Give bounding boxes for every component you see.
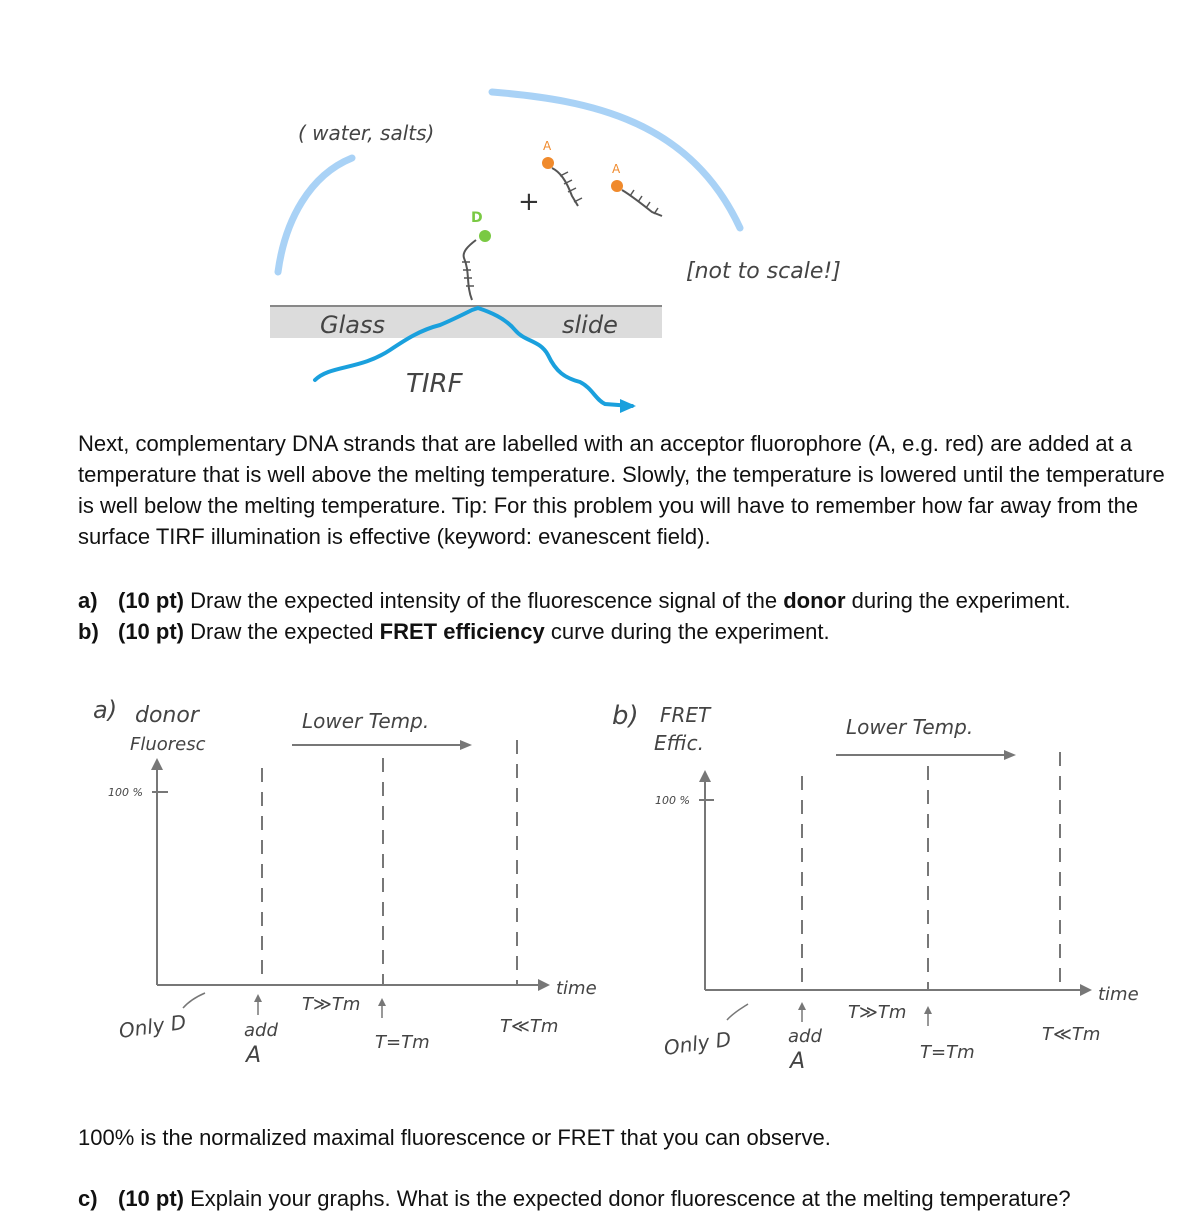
graph-a-a-letter: A (246, 1043, 262, 1068)
graph-b-teq-arrowhead (924, 1006, 932, 1014)
graph-b-ylabel-2: Effic. (654, 731, 704, 755)
graph-a-temp-arrowhead (460, 740, 472, 750)
acceptor-dna-2-ticks (630, 190, 658, 214)
laser-arrowhead (620, 399, 636, 413)
graph-b-only-d-pointer (727, 1004, 748, 1020)
graph-a-y-arrow (151, 758, 163, 770)
graph-a-add-arrowhead (254, 994, 262, 1002)
graph-b (612, 701, 1139, 1074)
question-c-text: Explain your graphs. What is the expected donor fluorescence at the melting temperature? (184, 1186, 1071, 1211)
graph-b-panel-label: b) (612, 701, 639, 731)
question-c (78, 1183, 1178, 1214)
acceptor-fluorophore-2 (611, 180, 623, 192)
graph-b-x-arrow (1080, 984, 1092, 996)
tirf-label: TIRF (406, 369, 463, 399)
question-a-text-before: Draw the expected intensity of the fluorescence signal of the (184, 588, 784, 613)
graph-a-t-gg: T≫Tm (302, 994, 361, 1015)
footnote: 100% is the normalized maximal fluorescence or FRET that you can observe. (78, 1125, 831, 1150)
graph-a-lower-temp: Lower Temp. (302, 709, 430, 733)
graph-a-panel-label: a) (93, 696, 118, 724)
graph-a-only-d: Only D (117, 1009, 188, 1043)
water-label: ( water, salts) (298, 121, 435, 145)
graph-a-xlabel: time (556, 978, 597, 999)
graph-b-only-d: Only D (662, 1026, 733, 1060)
question-b-bold: FRET efficiency (379, 619, 545, 644)
water-arc-left (278, 158, 352, 272)
question-a (78, 585, 1178, 616)
tirf-diagram (270, 92, 841, 413)
glass-label: Glass (320, 311, 385, 339)
intro-paragraph: Next, complementary DNA strands that are labelled with an acceptor fluorophore (A, e.g. red) are added at a temperature that is well above the melting temperature. Slowly, the temperature is lowered until the temperature is well below the melting temperature. Tip: For this problem you will have to remember how far away from the surface TIRF illumination is effective (keyword: evanescent field). (78, 431, 1165, 549)
graph-b-t-eq: T=Tm (920, 1042, 975, 1063)
question-a-text-after: during the experiment. (845, 588, 1071, 613)
graph-b-y100: 100 % (655, 794, 690, 807)
graph-b-temp-arrowhead (1004, 750, 1016, 760)
graph-b-xlabel: time (1098, 984, 1139, 1005)
plus-sign: + (518, 187, 540, 217)
graph-a-ylabel-2: Fluoresc (130, 734, 206, 755)
graph-a-teq-arrowhead (378, 998, 386, 1006)
graph-b-t-gg: T≫Tm (848, 1002, 907, 1023)
graph-b-ylabel-1: FRET (660, 703, 711, 727)
question-b (78, 616, 1178, 647)
graph-b-lower-temp: Lower Temp. (846, 715, 974, 739)
graph-a-only-d-pointer (183, 993, 205, 1008)
graph-a-t-ll: T≪Tm (500, 1016, 559, 1037)
graph-a-y100: 100 % (108, 786, 143, 799)
graph-b-add: add (788, 1026, 822, 1047)
question-c-label: c) (78, 1186, 98, 1211)
acceptor-letter-2: A (612, 162, 621, 176)
acceptor-fluorophore-1 (542, 157, 554, 169)
question-a-label: a) (78, 588, 98, 613)
graph-a-ylabel-1: donor (135, 703, 199, 728)
graph-a-t-eq: T=Tm (375, 1032, 430, 1053)
question-b-points: (10 pt) (118, 619, 184, 644)
acceptor-letter-1: A (543, 139, 552, 153)
question-b-text-after: curve during the experiment. (544, 619, 830, 644)
question-c-points: (10 pt) (118, 1186, 184, 1211)
slide-label: slide (562, 311, 618, 339)
graph-b-add-arrowhead (798, 1002, 806, 1010)
question-b-label: b) (78, 619, 99, 644)
graph-b-y-arrow (699, 770, 711, 782)
question-a-points: (10 pt) (118, 588, 184, 613)
question-a-bold: donor (783, 588, 846, 613)
question-b-text-before: Draw the expected (184, 619, 380, 644)
acceptor-dna-1-ticks (560, 172, 582, 202)
graph-a-add: add (244, 1020, 278, 1041)
not-to-scale-note: [not to scale!] (686, 259, 841, 284)
graph-b-t-ll: T≪Tm (1042, 1024, 1101, 1045)
donor-letter: D (471, 210, 483, 226)
graph-a (93, 696, 597, 1068)
graph-a-x-arrow (538, 979, 550, 991)
donor-fluorophore (479, 230, 491, 242)
graph-b-a-letter: A (790, 1049, 806, 1074)
